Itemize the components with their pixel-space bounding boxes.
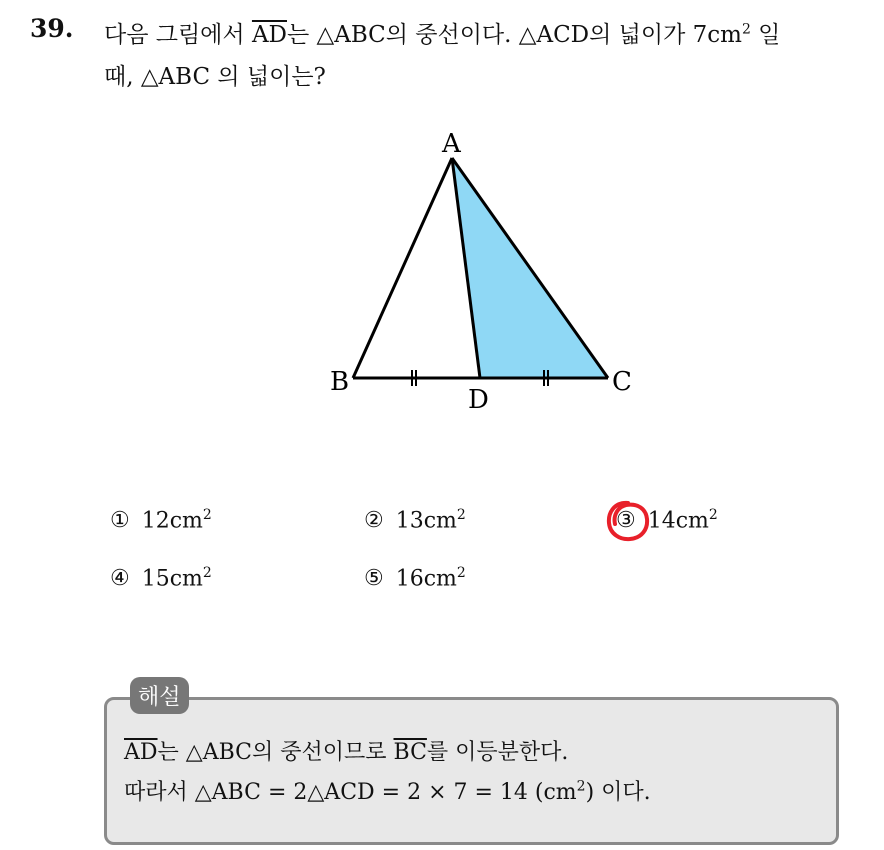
segment-ad: $\overline{AD}$ bbox=[251, 22, 287, 48]
superscript: 2 bbox=[202, 565, 212, 581]
superscript: 2 bbox=[202, 507, 212, 523]
question-text-line2: 때, △ABC 의 넓이는? bbox=[104, 64, 326, 90]
choice-number: ④ bbox=[110, 566, 130, 592]
label-d: D bbox=[468, 385, 489, 415]
label-c: C bbox=[612, 367, 632, 397]
question-text-post: 일 bbox=[750, 22, 781, 48]
segment-ad: $\overline{AD}$ bbox=[124, 740, 158, 765]
choice-2[interactable] bbox=[364, 507, 466, 533]
choice-4[interactable] bbox=[110, 565, 212, 591]
question-number: 39. bbox=[30, 14, 74, 43]
choice-number: ③ bbox=[616, 508, 636, 534]
triangle-figure bbox=[310, 118, 640, 418]
superscript: 2 bbox=[741, 21, 751, 38]
solution-text: 따라서 △ABC = 2△ACD = 2 × 7 = 14 (cm bbox=[124, 780, 577, 805]
choice-5[interactable] bbox=[364, 565, 466, 591]
label-a: A bbox=[442, 129, 461, 159]
superscript: 2 bbox=[456, 507, 466, 523]
solution-text: 를 이등분한다. bbox=[426, 740, 569, 765]
choice-number: ① bbox=[110, 508, 130, 534]
question-text-pre: 다음 그림에서 bbox=[104, 22, 252, 48]
side-ab bbox=[353, 158, 452, 378]
solution-text: ) 이다. bbox=[585, 780, 651, 805]
choice-text: 16cm bbox=[395, 566, 457, 592]
solution-box bbox=[104, 697, 839, 845]
label-b: B bbox=[330, 367, 350, 397]
solution-tab: 해설 bbox=[130, 677, 189, 714]
choice-1[interactable] bbox=[110, 507, 212, 533]
solution-line1 bbox=[124, 735, 568, 766]
choice-number: ② bbox=[364, 508, 384, 534]
choice-text: 15cm bbox=[141, 566, 203, 592]
choice-text: 12cm bbox=[141, 508, 203, 534]
question-text-line1 bbox=[104, 16, 780, 49]
choice-text: 13cm bbox=[395, 508, 457, 534]
choice-number: ⑤ bbox=[364, 566, 384, 592]
choice-text: 14cm bbox=[647, 508, 709, 534]
solution-line2 bbox=[124, 775, 651, 806]
superscript: 2 bbox=[456, 565, 466, 581]
answer-circle-mark bbox=[604, 499, 652, 543]
superscript: 2 bbox=[576, 778, 586, 795]
segment-bc: $\overline{BC}$ bbox=[393, 740, 427, 765]
superscript: 2 bbox=[708, 507, 718, 523]
solution-text: 는 △ABC의 중선이므로 bbox=[157, 740, 394, 765]
question-text-mid: 는 △ABC의 중선이다. △ACD의 넓이가 7cm bbox=[287, 22, 742, 48]
